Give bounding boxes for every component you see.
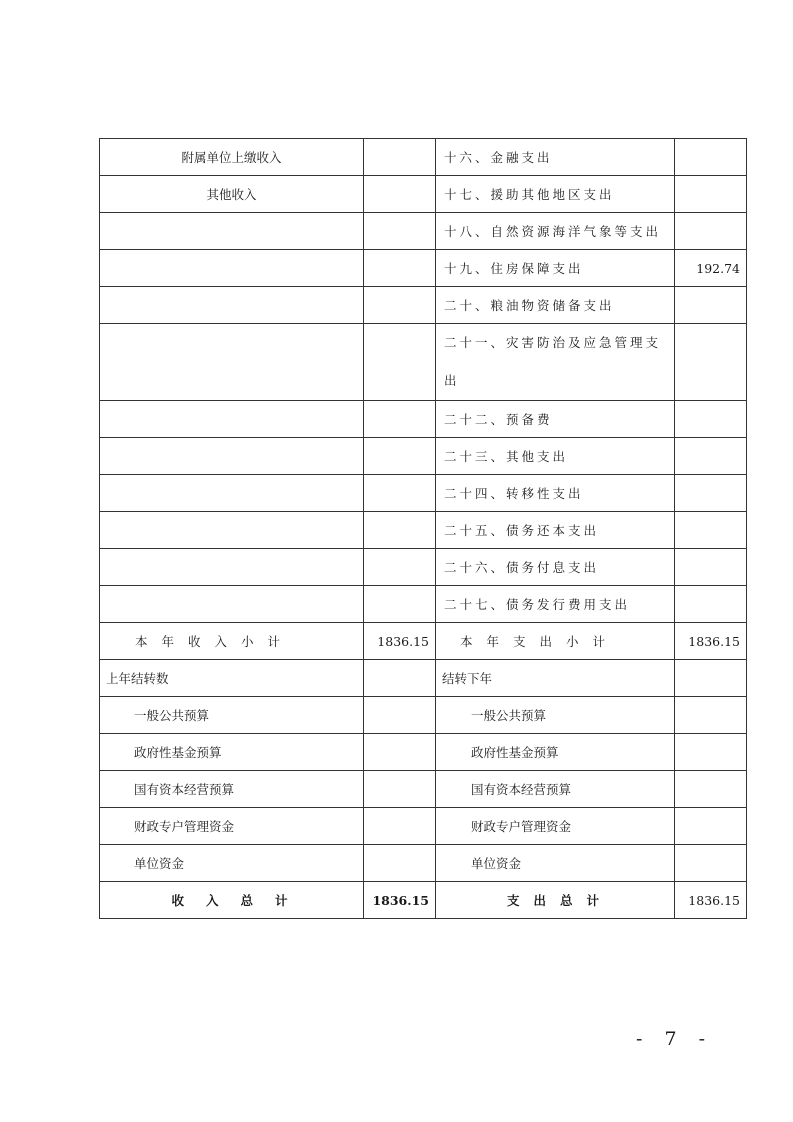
- table-row: [100, 586, 747, 623]
- income-item-label: 附属单位上缴收入: [100, 139, 364, 176]
- income-item-label: [100, 475, 364, 512]
- table-row: [100, 734, 747, 771]
- income-item-amount: [364, 250, 436, 287]
- expense-item-amount: [675, 324, 747, 401]
- expense-item-amount: [675, 401, 747, 438]
- income-item-amount: [364, 734, 436, 771]
- table-row: [100, 438, 747, 475]
- income-item-amount: [364, 771, 436, 808]
- income-subtotal-amount: 1836.15: [364, 623, 436, 660]
- table-row: [100, 808, 747, 845]
- expense-item-amount: [675, 771, 747, 808]
- table-row: [100, 549, 747, 586]
- carryover-income-label: 上年结转数: [100, 660, 364, 697]
- income-item-label: 政府性基金预算: [100, 734, 364, 771]
- expense-item-amount: [675, 734, 747, 771]
- expense-item-label: 十八、自然资源海洋气象等支出: [436, 213, 675, 250]
- income-item-amount: [364, 586, 436, 623]
- income-item-amount: [364, 512, 436, 549]
- income-item-amount: [364, 324, 436, 401]
- table-row: [100, 771, 747, 808]
- table-row: [100, 213, 747, 250]
- carryover-income-amount: [364, 660, 436, 697]
- table-row: [100, 660, 747, 697]
- income-item-amount: [364, 549, 436, 586]
- table-row: [100, 512, 747, 549]
- income-item-amount: [364, 438, 436, 475]
- expense-item-amount: [675, 549, 747, 586]
- expense-item-label: 财政专户管理资金: [436, 808, 675, 845]
- expense-item-amount: [675, 512, 747, 549]
- expense-item-label: 一般公共预算: [436, 697, 675, 734]
- expense-item-label: 二十二、预备费: [436, 401, 675, 438]
- expense-item-amount: [675, 808, 747, 845]
- expense-item-amount: [675, 287, 747, 324]
- expense-item-amount: [675, 845, 747, 882]
- income-item-amount: [364, 845, 436, 882]
- carryover-expense-amount: [675, 660, 747, 697]
- income-item-label: [100, 512, 364, 549]
- expense-item-label: 十九、住房保障支出: [436, 250, 675, 287]
- table-row: [100, 176, 747, 213]
- income-item-amount: [364, 401, 436, 438]
- expense-total-label: 支出总计: [436, 882, 675, 919]
- expense-item-label: 二十六、债务付息支出: [436, 549, 675, 586]
- expense-item-label: 二十五、债务还本支出: [436, 512, 675, 549]
- income-item-amount: [364, 139, 436, 176]
- expense-item-label: 单位资金: [436, 845, 675, 882]
- income-item-label: [100, 213, 364, 250]
- income-item-label: 国有资本经营预算: [100, 771, 364, 808]
- expense-item-label: 国有资本经营预算: [436, 771, 675, 808]
- expense-item-amount: [675, 586, 747, 623]
- page-number: - 7 -: [636, 1028, 714, 1050]
- income-item-label: 一般公共预算: [100, 697, 364, 734]
- expense-item-amount: [675, 475, 747, 512]
- income-subtotal-label: 本年收入小计: [100, 623, 364, 660]
- expense-item-amount: [675, 697, 747, 734]
- expense-item-label: 二十三、其他支出: [436, 438, 675, 475]
- income-item-amount: [364, 176, 436, 213]
- expense-item-amount: 192.74: [675, 250, 747, 287]
- income-item-amount: [364, 287, 436, 324]
- income-item-label: [100, 586, 364, 623]
- table-row: [100, 250, 747, 287]
- expense-item-label: 十七、援助其他地区支出: [436, 176, 675, 213]
- expense-subtotal-label: 本年支出小计: [436, 623, 675, 660]
- expense-item-label: 二十四、转移性支出: [436, 475, 675, 512]
- table-row: [100, 697, 747, 734]
- income-item-label: [100, 401, 364, 438]
- table-row: [100, 401, 747, 438]
- table-row: [100, 139, 747, 176]
- expense-item-amount: [675, 176, 747, 213]
- expense-item-amount: [675, 213, 747, 250]
- income-item-amount: [364, 213, 436, 250]
- income-item-label: 其他收入: [100, 176, 364, 213]
- income-item-amount: [364, 475, 436, 512]
- expense-item-label: 十六、金融支出: [436, 139, 675, 176]
- expense-total-amount: 1836.15: [675, 882, 747, 919]
- total-row: [100, 882, 747, 919]
- income-total-amount: 1836.15: [364, 882, 436, 919]
- expense-item-amount: [675, 139, 747, 176]
- income-item-label: 单位资金: [100, 845, 364, 882]
- table-row: [100, 845, 747, 882]
- expense-item-amount: [675, 438, 747, 475]
- table-row: [100, 287, 747, 324]
- income-total-label: 收入总计: [100, 882, 364, 919]
- income-item-label: [100, 287, 364, 324]
- income-item-label: [100, 549, 364, 586]
- budget-table: [99, 138, 747, 919]
- subtotal-row: [100, 623, 747, 660]
- carryover-expense-label: 结转下年: [436, 660, 675, 697]
- income-item-label: [100, 438, 364, 475]
- expense-item-label: 二十、粮油物资储备支出: [436, 287, 675, 324]
- income-item-label: [100, 250, 364, 287]
- income-item-amount: [364, 808, 436, 845]
- expense-item-label: 政府性基金预算: [436, 734, 675, 771]
- income-item-label: [100, 324, 364, 401]
- table-row: [100, 475, 747, 512]
- expense-item-label: 二十一、灾害防治及应急管理支出: [436, 324, 675, 401]
- expense-item-label: 二十七、债务发行费用支出: [436, 586, 675, 623]
- table-row: [100, 324, 747, 401]
- income-item-amount: [364, 697, 436, 734]
- income-item-label: 财政专户管理资金: [100, 808, 364, 845]
- expense-subtotal-amount: 1836.15: [675, 623, 747, 660]
